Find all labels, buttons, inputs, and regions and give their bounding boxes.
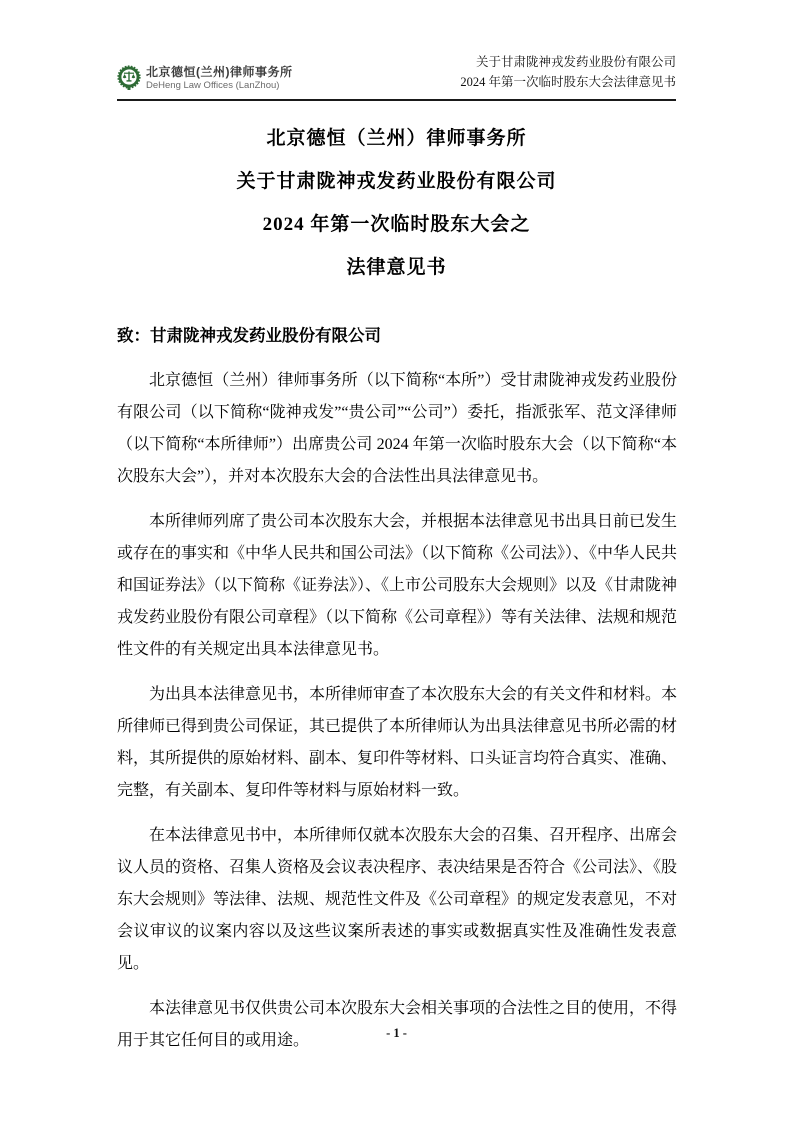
title-line-firm: 北京德恒（兰州）律师事务所 — [266, 128, 527, 149]
firm-name-chinese: 北京德恒(兰州)律师事务所 — [146, 65, 293, 79]
body-paragraph: 本法律意见书仅供贵公司本次股东大会相关事项的合法性之目的使用，不得用于其它任何目的或用途。 — [117, 1000, 678, 1049]
body-paragraph: 北京德恒（兰州）律师事务所（以下简称“本所”）受甘肃陇神戎发药业股份有限公司（以下简称“陇神戎发”“贵公司”“公司”）委托，指派张军、范文泽律师（以下简称“本所律师”）出席贵公司 2024 年第一次临时股东大会（以下简称“本次股东大会”），并对本次股东大会的合法性出具法律意见书。 — [117, 372, 677, 485]
body-paragraph: 本所律师列席了贵公司本次股东大会，并根据本法律意见书出具日前已发生或存在的事实和《中华人民共和国公司法》（以下简称《公司法》）、《中华人民共和国证券法》（以下简称《证券法》）、《上市公司股东大会规则》以及《甘肃陇神戎发药业股份有限公司章程》（以下简称《公司章程》）等有关法律、法规和规范性文件的有关规定出具本法律意见书。 — [117, 513, 678, 658]
document-reference — [460, 52, 676, 92]
title-line-meeting: 2024 年第一次临时股东大会之 — [262, 214, 531, 235]
page-number: - 1 - — [386, 1026, 407, 1040]
page-header — [117, 52, 676, 101]
firm-name-block — [146, 65, 293, 92]
document-title — [0, 117, 793, 289]
body-paragraph: 在本法律意见书中，本所律师仅就本次股东大会的召集、召开程序、出席会议人员的资格、召集人资格及会议表决程序、表决结果是否符合《公司法》、《股东大会规则》等法律、法规、规范性文件及《公司章程》的规定发表意见，不对会议审议的议案内容以及这些议案所表述的事实或数据真实性及准确性发表意见。 — [117, 827, 678, 972]
title-line-doctype: 法律意见书 — [346, 257, 447, 278]
salutation-line: 致：甘肃陇神戎发药业股份有限公司 — [117, 326, 381, 345]
law-firm-brand — [117, 65, 293, 92]
deheng-logo-icon — [117, 65, 141, 90]
document-reference-line1: 关于甘肃陇神戎发药业股份有限公司 — [475, 55, 676, 69]
body-paragraph: 为出具本法律意见书，本所律师审查了本次股东大会的有关文件和材料。本所律师已得到贵公司保证，其已提供了本所律师认为出具法律意见书所必需的材料，其所提供的原始材料、副本、复印件等材料、口头证言均符合真实、准确、完整，有关副本、复印件等材料与原始材料一致。 — [117, 686, 678, 799]
title-line-company: 关于甘肃陇神戎发药业股份有限公司 — [236, 171, 557, 192]
document-reference-line2: 2024 年第一次临时股东大会法律意见书 — [460, 75, 676, 89]
firm-name-english: DeHeng Law Offices (LanZhou) — [146, 80, 280, 91]
document-body — [117, 320, 677, 1057]
